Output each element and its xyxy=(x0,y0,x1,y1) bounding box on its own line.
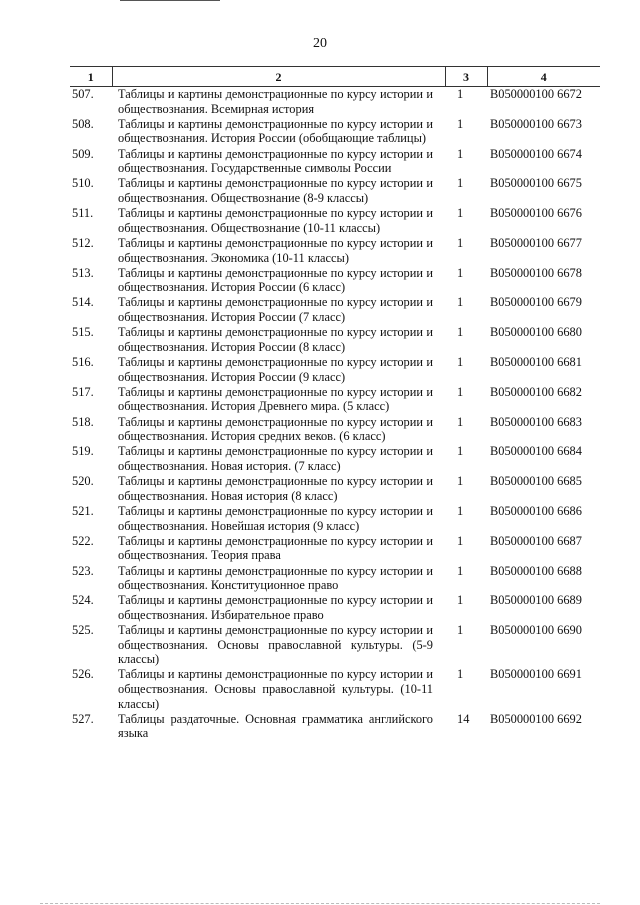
table-row xyxy=(70,504,600,534)
table-row xyxy=(70,623,600,667)
item-quantity: 1 xyxy=(457,444,464,459)
item-code: В050000100 6690 xyxy=(490,623,582,638)
item-code: В050000100 6680 xyxy=(490,325,582,340)
row-number: 509. xyxy=(72,146,94,161)
table-row xyxy=(70,712,600,742)
table-row xyxy=(70,176,600,206)
table-row xyxy=(70,355,600,385)
row-number: 520. xyxy=(72,474,94,489)
item-quantity: 1 xyxy=(457,667,464,682)
table-row xyxy=(70,147,600,177)
table-row xyxy=(70,564,600,594)
item-quantity: 1 xyxy=(457,593,464,608)
item-code: В050000100 6686 xyxy=(490,503,582,518)
table-row xyxy=(70,667,600,711)
table-row xyxy=(70,87,600,117)
item-code: В050000100 6688 xyxy=(490,563,582,578)
row-number: 526. xyxy=(72,667,94,682)
item-name: Таблицы и картины демонстрационные по курсу истории и обществознания. Теория права xyxy=(118,533,433,563)
item-name: Таблицы и картины демонстрационные по курсу истории и обществознания. Избирательное право xyxy=(118,593,433,622)
item-name: Таблицы и картины демонстрационные по курсу истории и обществознания. Экономика (10-11 классы) xyxy=(118,235,433,265)
row-number: 518. xyxy=(72,414,94,429)
row-number: 510. xyxy=(72,176,94,191)
table-row xyxy=(70,206,600,236)
item-code: В050000100 6675 xyxy=(490,176,582,191)
row-number: 519. xyxy=(72,444,94,459)
item-name: Таблицы и картины демонстрационные по курсу истории и обществознания. Новейшая история (9 класс) xyxy=(118,503,433,533)
item-quantity: 1 xyxy=(457,295,464,310)
item-quantity: 1 xyxy=(457,265,464,280)
item-code: В050000100 6676 xyxy=(490,206,582,221)
header-col-2: 2 xyxy=(112,67,445,87)
row-number: 515. xyxy=(72,325,94,340)
bottom-scan-edge xyxy=(40,902,600,904)
row-number: 512. xyxy=(72,235,94,250)
item-name: Таблицы и картины демонстрационные по курсу истории и обществознания. Конституционное право xyxy=(118,563,433,593)
header-col-4: 4 xyxy=(487,67,600,87)
item-quantity: 1 xyxy=(457,146,464,161)
item-quantity: 1 xyxy=(457,533,464,548)
item-name: Таблицы и картины демонстрационные по курсу истории и обществознания. История России (8 класс) xyxy=(118,325,433,354)
row-number: 524. xyxy=(72,593,94,608)
item-code: В050000100 6672 xyxy=(490,87,582,101)
table-row xyxy=(70,415,600,445)
header-col-3: 3 xyxy=(445,67,487,87)
table-row xyxy=(70,266,600,296)
row-number: 513. xyxy=(72,265,94,280)
top-edge-line xyxy=(120,0,220,1)
row-number: 521. xyxy=(72,503,94,518)
item-name: Таблицы и картины демонстрационные по курсу истории и обществознания. Всемирная история xyxy=(118,87,433,116)
item-code: В050000100 6674 xyxy=(490,146,582,161)
item-code: В050000100 6683 xyxy=(490,414,582,429)
row-number: 507. xyxy=(72,87,94,101)
table-row xyxy=(70,385,600,415)
item-code: В050000100 6685 xyxy=(490,474,582,489)
item-quantity: 1 xyxy=(457,355,464,370)
item-code: В050000100 6689 xyxy=(490,593,582,608)
item-code: В050000100 6681 xyxy=(490,355,582,370)
item-name: Таблицы и картины демонстрационные по курсу истории и обществознания. Обществознание (10-11 классы) xyxy=(118,206,433,235)
item-quantity: 14 xyxy=(457,711,470,726)
item-name: Таблицы и картины демонстрационные по курсу истории и обществознания. История России (7 класс) xyxy=(118,295,433,325)
row-number: 511. xyxy=(72,206,94,221)
item-quantity: 1 xyxy=(457,563,464,578)
item-code: В050000100 6673 xyxy=(490,116,582,131)
item-name: Таблицы и картины демонстрационные по курсу истории и обществознания. История Древнего мира. (5 класс) xyxy=(118,384,433,414)
row-number: 517. xyxy=(72,384,94,399)
table-row xyxy=(70,325,600,355)
item-quantity: 1 xyxy=(457,87,464,101)
item-name: Таблицы и картины демонстрационные по курсу истории и обществознания. История России (обобщающие таблицы) xyxy=(118,116,433,146)
table-row xyxy=(70,117,600,147)
item-name: Таблицы и картины демонстрационные по курсу истории и обществознания. Обществознание (8-9 классы) xyxy=(118,176,433,205)
item-name: Таблицы и картины демонстрационные по курсу истории и обществознания. История средних веков. (6 класс) xyxy=(118,414,433,444)
table-header-row xyxy=(70,67,600,87)
row-number: 525. xyxy=(72,623,94,638)
table-row xyxy=(70,474,600,504)
item-code: В050000100 6678 xyxy=(490,265,582,280)
item-name: Таблицы и картины демонстрационные по курсу истории и обществознания. Новая история. (7 класс) xyxy=(118,444,433,473)
item-quantity: 1 xyxy=(457,623,464,638)
item-code: В050000100 6692 xyxy=(490,711,582,726)
item-code: В050000100 6691 xyxy=(490,667,582,682)
item-quantity: 1 xyxy=(457,474,464,489)
item-code: В050000100 6679 xyxy=(490,295,582,310)
row-number: 523. xyxy=(72,563,94,578)
table-row xyxy=(70,295,600,325)
row-number: 527. xyxy=(72,711,94,726)
row-number: 516. xyxy=(72,355,94,370)
item-quantity: 1 xyxy=(457,235,464,250)
item-name: Таблицы и картины демонстрационные по курсу истории и обществознания. Основы православной культуры. (10-11 классы) xyxy=(118,667,433,711)
item-code: В050000100 6687 xyxy=(490,533,582,548)
item-name: Таблицы и картины демонстрационные по курсу истории и обществознания. История России (6 класс) xyxy=(118,265,433,295)
item-name: Таблицы и картины демонстрационные по курсу истории и обществознания. Основы православной культуры. (5-9 классы) xyxy=(118,623,433,667)
table-row xyxy=(70,444,600,474)
item-code: В050000100 6682 xyxy=(490,384,582,399)
item-name: Таблицы раздаточные. Основная грамматика английского языка xyxy=(118,711,433,741)
table-row xyxy=(70,593,600,623)
item-quantity: 1 xyxy=(457,384,464,399)
row-number: 514. xyxy=(72,295,94,310)
item-code: В050000100 6684 xyxy=(490,444,582,459)
item-name: Таблицы и картины демонстрационные по курсу истории и обществознания. Новая история (8 класс) xyxy=(118,474,433,503)
item-quantity: 1 xyxy=(457,414,464,429)
page-number: 20 xyxy=(313,36,327,51)
header-col-1: 1 xyxy=(70,67,112,87)
item-code: В050000100 6677 xyxy=(490,235,582,250)
row-number: 522. xyxy=(72,533,94,548)
item-quantity: 1 xyxy=(457,325,464,340)
table-row xyxy=(70,236,600,266)
table-row xyxy=(70,534,600,564)
item-name: Таблицы и картины демонстрационные по курсу истории и обществознания. История России (9 класс) xyxy=(118,355,433,384)
table-body xyxy=(70,87,600,742)
item-quantity: 1 xyxy=(457,206,464,221)
item-quantity: 1 xyxy=(457,503,464,518)
item-quantity: 1 xyxy=(457,176,464,191)
equipment-table xyxy=(70,66,600,742)
row-number: 508. xyxy=(72,116,94,131)
item-quantity: 1 xyxy=(457,116,464,131)
item-name: Таблицы и картины демонстрационные по курсу истории и обществознания. Государственные символы России xyxy=(118,146,433,176)
